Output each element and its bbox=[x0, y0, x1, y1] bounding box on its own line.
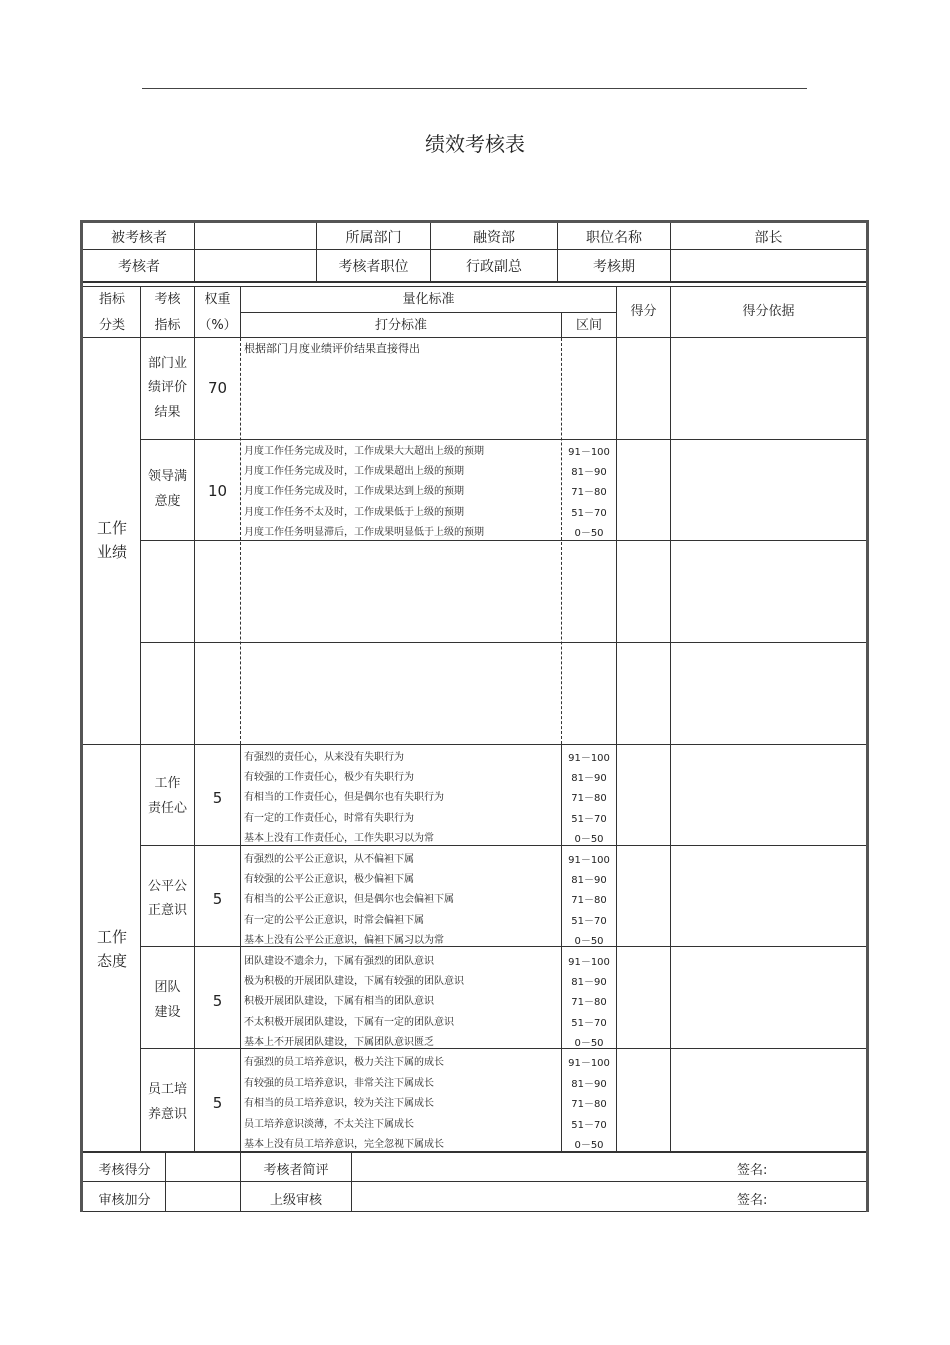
indicator-name: 建设 bbox=[154, 1005, 181, 1020]
hdr-basis: 得分依据 bbox=[742, 304, 795, 319]
value-appraiser-position: 行政副总 bbox=[466, 259, 522, 275]
indicator-name: 公平公 bbox=[147, 879, 187, 894]
hdr-indicator-1: 考核 bbox=[154, 292, 181, 307]
range-value: 0－50 bbox=[574, 1038, 604, 1049]
criteria-line: 月度工作任务完成及时，工作成果达到上级的预期 bbox=[244, 486, 464, 497]
hdr-category-1: 指标 bbox=[98, 292, 125, 307]
criteria-line: 有一定的工作责任心，时常有失职行为 bbox=[244, 813, 414, 824]
hdr-range: 区间 bbox=[575, 318, 602, 333]
range-value: 91－100 bbox=[568, 753, 610, 764]
rule bbox=[351, 1153, 352, 1211]
rule bbox=[194, 286, 195, 1152]
rule bbox=[240, 286, 241, 338]
label-position: 职位名称 bbox=[586, 230, 642, 246]
criteria-line: 基本上没有员工培养意识，完全忽视下属成长 bbox=[244, 1139, 444, 1150]
criteria-line: 月度工作任务完成及时，工作成果大大超出上级的预期 bbox=[244, 446, 484, 457]
range-value: 0－50 bbox=[574, 528, 604, 539]
page-title: 绩效考核表 bbox=[425, 132, 525, 156]
hdr-weight-2: （%） bbox=[198, 318, 237, 333]
label-appraiser-position: 考核者职位 bbox=[338, 259, 409, 275]
section-performance-2: 业绩 bbox=[96, 543, 127, 561]
label-review-bonus: 审核加分 bbox=[98, 1193, 151, 1208]
range-value: 71－80 bbox=[571, 793, 607, 804]
range-value: 91－100 bbox=[568, 1058, 610, 1069]
criteria-line: 有较强的员工培养意识，非常关注下属成长 bbox=[244, 1078, 434, 1089]
indicator-name: 工作 bbox=[154, 776, 181, 791]
rule bbox=[194, 223, 195, 282]
criteria-line: 不太积极开展团队建设，下属有一定的团队意识 bbox=[244, 1017, 454, 1028]
indicator-name: 团队 bbox=[154, 980, 181, 995]
rule bbox=[83, 337, 866, 338]
range-value: 71－80 bbox=[571, 1099, 607, 1110]
rule bbox=[83, 1181, 866, 1182]
rule bbox=[83, 249, 866, 250]
rule bbox=[83, 1211, 866, 1212]
indicator-name: 领导满 bbox=[147, 469, 187, 484]
indicator-name: 部门业 bbox=[147, 356, 187, 371]
indicator-weight: 70 bbox=[207, 379, 228, 397]
section-performance-1: 工作 bbox=[96, 519, 127, 537]
rule bbox=[561, 744, 562, 1152]
indicator-weight: 5 bbox=[212, 992, 223, 1010]
range-value: 51－70 bbox=[571, 916, 607, 927]
hdr-indicator-2: 指标 bbox=[154, 318, 181, 333]
top-rule bbox=[142, 88, 807, 89]
range-value: 0－50 bbox=[574, 1140, 604, 1151]
section-attitude-1: 工作 bbox=[96, 928, 127, 946]
indicator-name: 结果 bbox=[154, 405, 181, 420]
criteria-line: 月度工作任务完成及时，工作成果超出上级的预期 bbox=[244, 466, 464, 477]
criteria-line: 基本上没有工作责任心，工作失职习以为常 bbox=[244, 833, 434, 844]
label-total-score: 考核得分 bbox=[98, 1163, 151, 1178]
range-value: 81－90 bbox=[571, 875, 607, 886]
range-value: 51－70 bbox=[571, 814, 607, 825]
criteria-line: 有一定的公平公正意识，时常会偏袒下属 bbox=[244, 915, 424, 926]
criteria-line: 有相当的公平公正意识，但是偶尔也会偏袒下属 bbox=[244, 894, 454, 905]
section-attitude-2: 态度 bbox=[96, 952, 127, 970]
criteria-line: 根据部门月度业绩评价结果直接得出 bbox=[244, 342, 420, 355]
rule bbox=[140, 642, 866, 643]
range-value: 51－70 bbox=[571, 508, 607, 519]
criteria-line: 员工培养意识淡薄，不太关注下属成长 bbox=[244, 1119, 414, 1130]
criteria-line: 有强烈的责任心，从来没有失职行为 bbox=[244, 752, 404, 763]
hdr-category-2: 分类 bbox=[98, 318, 125, 333]
indicator-weight: 5 bbox=[212, 1094, 223, 1112]
signature-label: 签名: bbox=[737, 1163, 768, 1178]
rule bbox=[616, 286, 617, 1152]
range-value: 91－100 bbox=[568, 957, 610, 968]
criteria-line: 基本上没有公平公正意识，偏袒下属习以为常 bbox=[244, 935, 444, 946]
range-value: 51－70 bbox=[571, 1120, 607, 1131]
rule bbox=[165, 1153, 166, 1211]
range-value: 81－90 bbox=[571, 977, 607, 988]
range-value: 81－90 bbox=[571, 467, 607, 478]
indicator-name: 养意识 bbox=[147, 1107, 187, 1122]
rule bbox=[240, 744, 241, 1152]
hdr-criteria: 打分标准 bbox=[374, 318, 427, 333]
indicator-name: 正意识 bbox=[147, 903, 187, 918]
rule bbox=[83, 286, 866, 287]
indicator-name: 意度 bbox=[154, 494, 181, 509]
label-appraisee: 被考核者 bbox=[111, 230, 167, 246]
value-position: 部长 bbox=[754, 230, 783, 246]
rule bbox=[140, 1048, 866, 1049]
range-value: 0－50 bbox=[574, 834, 604, 845]
label-appraiser-comment: 考核者简评 bbox=[263, 1163, 329, 1178]
range-value: 91－100 bbox=[568, 855, 610, 866]
value-department: 融资部 bbox=[473, 230, 515, 246]
label-superior-review: 上级审核 bbox=[269, 1193, 322, 1208]
hdr-score: 得分 bbox=[630, 304, 657, 319]
indicator-weight: 5 bbox=[212, 789, 223, 807]
rule bbox=[140, 439, 866, 440]
criteria-line: 有强烈的员工培养意识，极力关注下属的成长 bbox=[244, 1057, 444, 1068]
rule bbox=[561, 338, 562, 744]
criteria-line: 积极开展团队建设，下属有相当的团队意识 bbox=[244, 996, 434, 1007]
criteria-line: 月度工作任务不太及时，工作成果低于上级的预期 bbox=[244, 507, 464, 518]
signature-label: 签名: bbox=[737, 1193, 768, 1208]
rule bbox=[561, 312, 562, 338]
rule bbox=[83, 281, 866, 283]
criteria-line: 有强烈的公平公正意识，从不偏袒下属 bbox=[244, 854, 414, 865]
rule bbox=[140, 540, 866, 541]
criteria-line: 有较强的工作责任心，极少有失职行为 bbox=[244, 772, 414, 783]
rule bbox=[670, 286, 671, 1152]
criteria-line: 有相当的员工培养意识，较为关注下属成长 bbox=[244, 1098, 434, 1109]
range-value: 71－80 bbox=[571, 487, 607, 498]
range-value: 91－100 bbox=[568, 447, 610, 458]
range-value: 71－80 bbox=[571, 895, 607, 906]
criteria-line: 有较强的公平公正意识，极少偏袒下属 bbox=[244, 874, 414, 885]
criteria-line: 有相当的工作责任心，但是偶尔也有失职行为 bbox=[244, 792, 444, 803]
hdr-weight-1: 权重 bbox=[204, 292, 231, 307]
criteria-line: 月度工作任务明显滞后，工作成果明显低于上级的预期 bbox=[244, 527, 484, 538]
rule bbox=[240, 338, 241, 744]
rule bbox=[140, 845, 866, 846]
label-appraiser: 考核者 bbox=[118, 259, 160, 275]
label-department: 所属部门 bbox=[345, 230, 402, 246]
indicator-weight: 5 bbox=[212, 890, 223, 908]
range-value: 81－90 bbox=[571, 773, 607, 784]
criteria-line: 团队建设不遗余力，下属有强烈的团队意识 bbox=[244, 956, 434, 967]
rule bbox=[83, 1151, 866, 1153]
rule bbox=[140, 946, 866, 947]
indicator-name: 员工培 bbox=[147, 1082, 187, 1097]
range-value: 0－50 bbox=[574, 936, 604, 947]
hdr-quant-standard: 量化标准 bbox=[402, 292, 455, 307]
rule bbox=[83, 744, 866, 745]
criteria-line: 基本上不开展团队建设，下属团队意识匮乏 bbox=[244, 1037, 434, 1048]
rule bbox=[240, 312, 616, 313]
indicator-name: 责任心 bbox=[147, 801, 187, 816]
range-value: 81－90 bbox=[571, 1079, 607, 1090]
criteria-line: 极为积极的开展团队建设，下属有较强的团队意识 bbox=[244, 976, 464, 987]
range-value: 71－80 bbox=[571, 997, 607, 1008]
indicator-weight: 10 bbox=[207, 482, 228, 500]
appraisal-table bbox=[80, 220, 869, 1212]
range-value: 51－70 bbox=[571, 1018, 607, 1029]
label-period: 考核期 bbox=[593, 259, 635, 275]
indicator-name: 绩评价 bbox=[147, 380, 187, 395]
